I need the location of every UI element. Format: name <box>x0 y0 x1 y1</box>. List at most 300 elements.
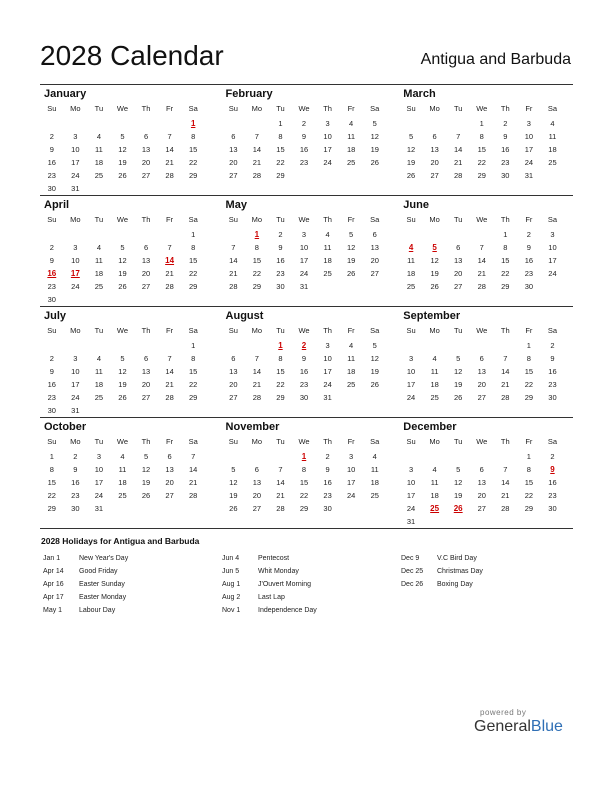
week-row <box>222 515 387 528</box>
day-cell: 5 <box>349 230 354 239</box>
week-row <box>399 515 564 528</box>
empty-day-cell <box>292 515 316 528</box>
empty-day-cell <box>399 228 423 241</box>
day-cell: 27 <box>454 282 463 291</box>
day-cell: 19 <box>141 478 151 487</box>
weekday-header: Fr <box>525 104 533 113</box>
day-cell: 13 <box>141 367 151 376</box>
holiday-date: Aug 2 <box>222 594 241 601</box>
day-cell: 20 <box>430 158 439 167</box>
day-cell: 2 <box>49 243 54 252</box>
weekday-header: Su <box>406 215 416 224</box>
week-row <box>399 117 564 130</box>
week-row <box>40 450 205 463</box>
day-cell: 23 <box>548 380 557 389</box>
day-cell: 22 <box>189 380 198 389</box>
weekday-header: Sa <box>370 326 380 335</box>
week-row <box>222 352 387 365</box>
day-cell: 31 <box>299 282 309 291</box>
day-cell: 20 <box>477 380 486 389</box>
holiday-item <box>43 591 128 604</box>
weekday-header: Su <box>47 437 57 446</box>
empty-day-cell <box>339 169 363 182</box>
holiday-date: Apr 14 <box>43 568 64 575</box>
day-cell: 10 <box>299 243 309 252</box>
day-cell: 20 <box>165 478 174 487</box>
day-cell: 24 <box>524 158 534 167</box>
weekday-header: Sa <box>370 215 380 224</box>
empty-day-cell <box>222 404 246 417</box>
day-cell: 8 <box>278 354 283 363</box>
month-june <box>395 196 573 306</box>
page-title: 2028 Calendar <box>40 40 224 71</box>
day-cell: 11 <box>347 354 356 363</box>
holiday-day-cell: 2 <box>301 341 307 350</box>
day-cell: 1 <box>191 341 196 350</box>
holidays-column <box>222 552 317 617</box>
holiday-day-cell: 16 <box>47 269 57 278</box>
empty-day-cell <box>181 502 205 515</box>
weekday-header: Tu <box>453 215 463 224</box>
weekday-header: Mo <box>70 104 81 113</box>
weekday-header: Mo <box>70 326 81 335</box>
day-cell: 17 <box>323 367 332 376</box>
day-cell: 17 <box>323 145 332 154</box>
day-cell: 3 <box>349 452 354 461</box>
empty-day-cell <box>269 293 293 306</box>
day-cell: 10 <box>71 256 80 265</box>
weekday-header: Tu <box>276 326 285 335</box>
empty-day-cell <box>222 515 246 528</box>
holiday-name: Boxing Day <box>437 581 473 588</box>
holiday-item <box>43 552 128 565</box>
day-cell: 31 <box>71 184 80 193</box>
day-cell: 12 <box>370 354 379 363</box>
month-october <box>40 418 218 528</box>
empty-day-cell <box>517 182 541 195</box>
empty-day-cell <box>470 339 494 352</box>
month-table <box>222 102 387 195</box>
month-february <box>218 85 396 195</box>
day-cell: 5 <box>120 243 125 252</box>
day-cell: 7 <box>456 132 461 141</box>
day-cell: 13 <box>229 367 238 376</box>
holiday-date: Jun 4 <box>222 555 240 562</box>
weekday-header: Su <box>47 104 57 113</box>
weekday-header: We <box>116 215 129 224</box>
empty-day-cell <box>87 117 111 130</box>
weekday-header: Tu <box>94 437 104 446</box>
week-row <box>40 130 205 143</box>
weekday-header: Fr <box>525 215 533 224</box>
empty-day-cell <box>40 339 64 352</box>
empty-day-cell <box>399 450 423 463</box>
weekday-header: Th <box>141 437 151 446</box>
holiday-name: Christmas Day <box>437 568 483 575</box>
empty-day-cell <box>339 293 363 306</box>
weekday-header: Th <box>323 104 332 113</box>
day-cell: 25 <box>406 282 416 291</box>
day-cell: 23 <box>548 491 557 500</box>
day-cell: 10 <box>94 465 104 474</box>
day-cell: 4 <box>372 452 377 461</box>
day-cell: 1 <box>526 341 531 350</box>
weekday-header: Tu <box>453 104 463 113</box>
day-cell: 11 <box>407 256 415 265</box>
weekday-header: Su <box>228 215 238 224</box>
day-cell: 7 <box>231 243 236 252</box>
empty-day-cell <box>245 515 269 528</box>
weekday-header: Th <box>500 215 510 224</box>
empty-day-cell <box>339 404 363 417</box>
day-cell: 28 <box>165 393 174 402</box>
day-cell: 17 <box>406 380 416 389</box>
day-cell: 1 <box>191 230 196 239</box>
day-cell: 4 <box>96 243 101 252</box>
empty-day-cell <box>181 404 205 417</box>
day-cell: 7 <box>278 465 283 474</box>
weekday-header: Mo <box>429 215 440 224</box>
day-cell: 4 <box>325 230 330 239</box>
day-cell: 12 <box>141 465 151 474</box>
day-cell: 23 <box>501 158 510 167</box>
day-cell: 5 <box>120 132 125 141</box>
day-cell: 11 <box>548 132 557 141</box>
day-cell: 7 <box>503 465 508 474</box>
day-cell: 17 <box>548 256 557 265</box>
day-cell: 14 <box>501 478 510 487</box>
holiday-item <box>222 565 317 578</box>
empty-day-cell <box>541 404 565 417</box>
day-cell: 26 <box>430 282 439 291</box>
empty-day-cell <box>87 293 111 306</box>
day-cell: 13 <box>477 478 486 487</box>
day-cell: 3 <box>325 341 330 350</box>
day-cell: 28 <box>252 393 262 402</box>
day-cell: 13 <box>141 145 151 154</box>
weekday-header: Sa <box>547 326 558 335</box>
day-cell: 21 <box>189 478 198 487</box>
week-row <box>222 293 387 306</box>
day-cell: 24 <box>71 393 80 402</box>
day-cell: 5 <box>408 132 414 141</box>
weekday-header: Mo <box>251 215 263 224</box>
day-cell: 27 <box>141 171 151 180</box>
holiday-name: Easter Sunday <box>79 581 125 588</box>
empty-day-cell <box>363 404 387 417</box>
week-row <box>399 365 564 378</box>
month-row <box>40 417 573 529</box>
day-cell: 5 <box>456 465 461 474</box>
day-cell: 21 <box>252 380 262 389</box>
holiday-date: Jun 5 <box>222 568 240 575</box>
day-cell: 24 <box>323 380 332 389</box>
empty-day-cell <box>158 339 182 352</box>
day-cell: 6 <box>254 465 259 474</box>
day-cell: 20 <box>229 380 238 389</box>
day-cell: 21 <box>501 491 510 500</box>
day-cell: 14 <box>229 256 238 265</box>
empty-day-cell <box>64 228 88 241</box>
day-cell: 9 <box>73 465 78 474</box>
day-cell: 2 <box>550 452 555 461</box>
day-cell: 1 <box>503 230 508 239</box>
day-cell: 28 <box>454 171 463 180</box>
empty-day-cell <box>363 391 387 404</box>
week-row <box>40 169 205 182</box>
empty-day-cell <box>363 169 387 182</box>
day-cell: 26 <box>118 282 127 291</box>
empty-day-cell <box>222 182 246 195</box>
empty-day-cell <box>111 117 135 130</box>
empty-day-cell <box>87 515 111 528</box>
weekday-header: We <box>476 437 488 446</box>
day-cell: 3 <box>408 465 414 474</box>
empty-day-cell <box>423 182 447 195</box>
day-cell: 19 <box>454 380 463 389</box>
empty-day-cell <box>64 339 88 352</box>
day-cell: 30 <box>548 504 557 513</box>
empty-day-cell <box>470 182 494 195</box>
weekday-header: Tu <box>453 326 463 335</box>
day-cell: 3 <box>408 354 414 363</box>
day-cell: 6 <box>231 132 236 141</box>
day-cell: 8 <box>191 354 196 363</box>
weekday-header: Su <box>47 326 57 335</box>
week-row <box>40 182 205 195</box>
month-table <box>222 324 387 417</box>
day-cell: 5 <box>456 354 461 363</box>
empty-day-cell <box>111 339 135 352</box>
week-row <box>222 241 387 254</box>
week-row <box>399 254 564 267</box>
empty-day-cell <box>111 228 135 241</box>
weekday-header: We <box>116 326 129 335</box>
day-cell: 4 <box>120 452 125 461</box>
week-row <box>40 404 205 417</box>
empty-day-cell <box>423 293 447 306</box>
day-cell: 28 <box>165 282 174 291</box>
day-cell: 8 <box>49 465 54 474</box>
day-cell: 16 <box>299 367 309 376</box>
weekday-header: Fr <box>166 437 174 446</box>
day-cell: 31 <box>94 504 104 513</box>
day-cell: 25 <box>118 491 127 500</box>
holiday-date: Dec 26 <box>401 581 424 588</box>
week-row <box>399 463 564 476</box>
day-cell: 13 <box>141 256 151 265</box>
day-cell: 6 <box>479 465 484 474</box>
day-cell: 21 <box>276 491 285 500</box>
weekday-header: Sa <box>547 104 558 113</box>
day-cell: 27 <box>165 491 174 500</box>
weekday-header: Th <box>500 104 510 113</box>
brand-second: Blue <box>530 718 563 735</box>
empty-day-cell <box>292 404 316 417</box>
day-cell: 21 <box>165 158 174 167</box>
weekday-header: Su <box>228 326 238 335</box>
week-row <box>399 228 564 241</box>
day-cell: 19 <box>430 269 439 278</box>
day-cell: 26 <box>370 380 379 389</box>
day-cell: 15 <box>189 367 198 376</box>
day-cell: 25 <box>430 393 439 402</box>
day-cell: 13 <box>252 478 262 487</box>
empty-day-cell <box>339 280 363 293</box>
week-row <box>222 254 387 267</box>
empty-day-cell <box>245 182 269 195</box>
empty-day-cell <box>316 182 340 195</box>
day-cell: 9 <box>301 132 307 141</box>
day-cell: 11 <box>347 132 356 141</box>
empty-day-cell <box>470 515 494 528</box>
day-cell: 20 <box>141 380 151 389</box>
holiday-item <box>222 591 317 604</box>
empty-day-cell <box>541 293 565 306</box>
month-name: December <box>403 421 457 433</box>
empty-day-cell <box>446 339 470 352</box>
empty-day-cell <box>158 228 182 241</box>
day-cell: 2 <box>325 452 330 461</box>
empty-day-cell <box>222 450 246 463</box>
day-cell: 17 <box>524 145 534 154</box>
holiday-name: Easter Monday <box>79 594 127 601</box>
day-cell: 7 <box>254 132 259 141</box>
empty-day-cell <box>316 404 340 417</box>
weekday-header: Sa <box>188 437 198 446</box>
day-cell: 23 <box>47 171 56 180</box>
weekday-header: Su <box>406 326 416 335</box>
day-cell: 25 <box>548 158 557 167</box>
day-cell: 3 <box>550 230 555 239</box>
empty-day-cell <box>40 228 64 241</box>
week-row <box>40 280 205 293</box>
day-cell: 26 <box>141 491 151 500</box>
month-table <box>222 435 387 528</box>
day-cell: 21 <box>165 269 174 278</box>
empty-day-cell <box>423 404 447 417</box>
day-cell: 31 <box>406 517 416 526</box>
day-cell: 2 <box>550 341 555 350</box>
day-cell: 23 <box>71 491 80 500</box>
day-cell: 25 <box>323 269 332 278</box>
holiday-name: Labour Day <box>79 607 116 614</box>
empty-day-cell <box>269 515 293 528</box>
holiday-date: Jan 1 <box>43 555 61 562</box>
empty-day-cell <box>64 515 88 528</box>
weekday-header: Th <box>323 437 332 446</box>
country-name: Antigua and Barbuda <box>420 51 571 68</box>
empty-day-cell <box>134 182 158 195</box>
day-cell: 20 <box>141 269 151 278</box>
day-cell: 27 <box>252 504 262 513</box>
day-cell: 7 <box>191 452 196 461</box>
day-cell: 17 <box>71 158 80 167</box>
week-row <box>40 117 205 130</box>
month-september <box>395 307 573 417</box>
month-august <box>218 307 396 417</box>
empty-day-cell <box>134 502 158 515</box>
day-cell: 6 <box>143 243 149 252</box>
holiday-day-cell: 26 <box>453 504 463 513</box>
week-row <box>40 156 205 169</box>
weekday-header: Tu <box>276 104 285 113</box>
empty-day-cell <box>446 515 470 528</box>
week-row <box>222 156 387 169</box>
month-name: November <box>225 421 280 433</box>
day-cell: 3 <box>526 119 531 128</box>
day-cell: 18 <box>118 478 127 487</box>
day-cell: 5 <box>372 341 377 350</box>
day-cell: 19 <box>406 158 416 167</box>
month-name: June <box>403 199 429 211</box>
week-row <box>40 502 205 515</box>
day-cell: 26 <box>118 393 127 402</box>
week-row <box>40 352 205 365</box>
week-row <box>40 365 205 378</box>
empty-day-cell <box>269 404 293 417</box>
empty-day-cell <box>134 515 158 528</box>
empty-day-cell <box>541 182 565 195</box>
weekday-header: Sa <box>547 215 558 224</box>
empty-day-cell <box>339 182 363 195</box>
day-cell: 14 <box>454 145 463 154</box>
day-cell: 23 <box>299 158 309 167</box>
empty-day-cell <box>363 293 387 306</box>
day-cell: 23 <box>524 269 534 278</box>
empty-day-cell <box>446 228 470 241</box>
day-cell: 6 <box>143 132 149 141</box>
day-cell: 18 <box>430 491 439 500</box>
day-cell: 12 <box>406 145 416 154</box>
day-cell: 24 <box>94 491 104 500</box>
empty-day-cell <box>446 293 470 306</box>
day-cell: 29 <box>276 171 285 180</box>
day-cell: 24 <box>299 269 309 278</box>
day-cell: 28 <box>189 491 198 500</box>
empty-day-cell <box>494 404 518 417</box>
week-row <box>222 365 387 378</box>
empty-day-cell <box>269 450 293 463</box>
month-name: January <box>44 88 87 100</box>
week-row <box>222 143 387 156</box>
week-row <box>40 143 205 156</box>
empty-day-cell <box>363 182 387 195</box>
day-cell: 30 <box>299 393 309 402</box>
weekday-header: Tu <box>276 437 285 446</box>
day-cell: 24 <box>548 269 557 278</box>
empty-day-cell <box>134 117 158 130</box>
day-cell: 3 <box>73 132 78 141</box>
holidays-title: 2028 Holidays for Antigua and Barbuda <box>41 536 200 546</box>
day-cell: 8 <box>254 243 259 252</box>
empty-day-cell <box>87 228 111 241</box>
day-cell: 4 <box>96 132 101 141</box>
holiday-day-cell: 5 <box>432 243 437 252</box>
weekday-header: Th <box>323 326 332 335</box>
empty-day-cell <box>181 515 205 528</box>
weekday-header: Tu <box>94 326 104 335</box>
empty-day-cell <box>363 515 387 528</box>
month-table <box>40 324 205 417</box>
holiday-item <box>43 604 128 617</box>
weekday-header: Fr <box>347 326 355 335</box>
day-cell: 10 <box>71 367 80 376</box>
brand-first: General <box>474 718 531 735</box>
week-row <box>222 489 387 502</box>
weekday-header: Mo <box>70 437 81 446</box>
holiday-date: Nov 1 <box>222 607 241 614</box>
